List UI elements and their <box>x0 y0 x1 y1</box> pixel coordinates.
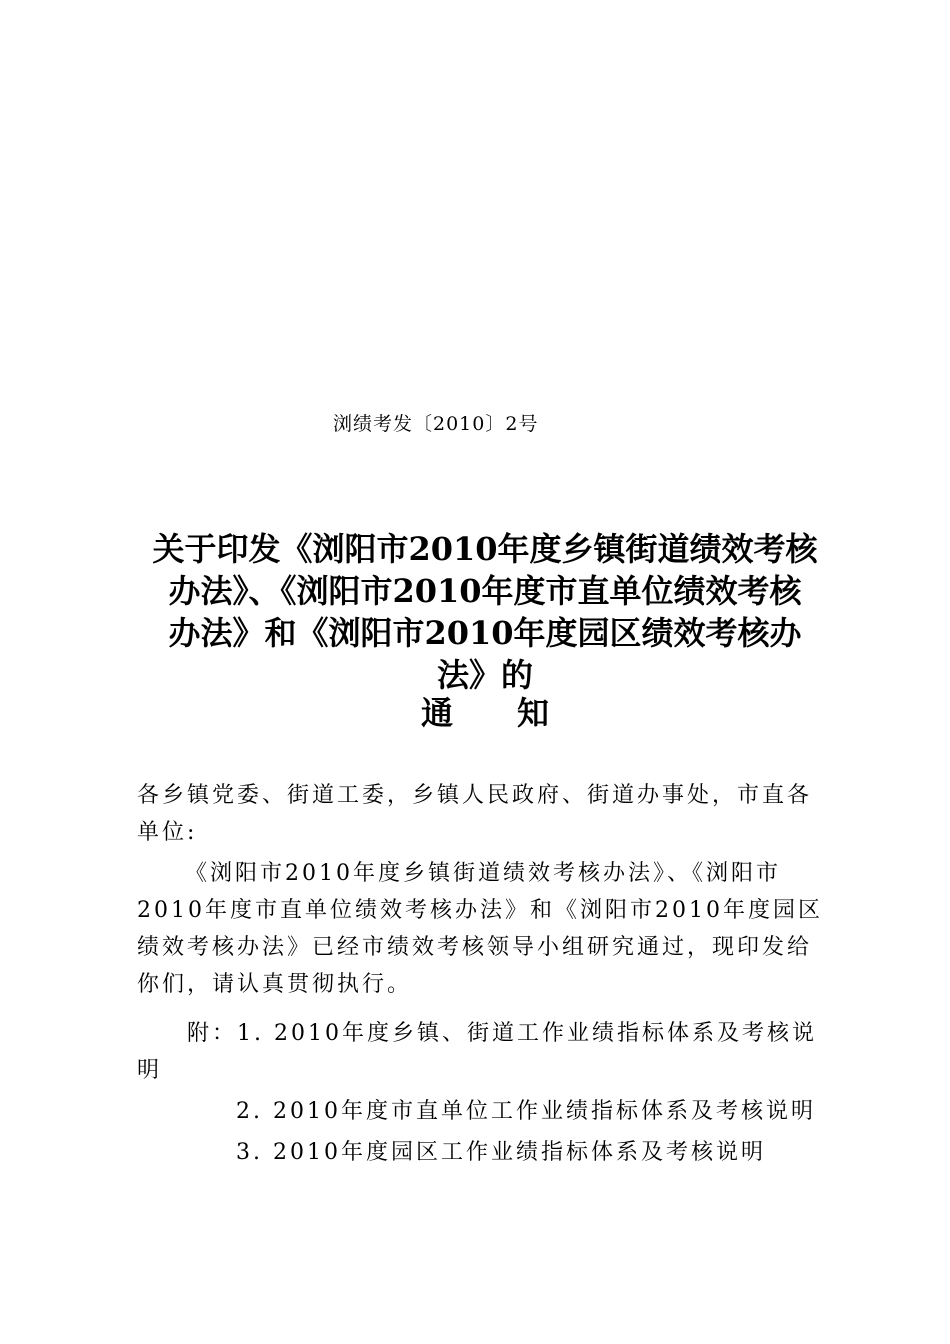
document-title <box>130 528 840 696</box>
title-line: 办法》和《浏阳市2010年度园区绩效考核办 <box>168 614 802 652</box>
attachment-item-1 <box>137 1015 837 1089</box>
addressee <box>137 777 837 851</box>
document-number: 浏绩考发〔2010〕2号 <box>333 413 539 435</box>
addressee-line: 单位: <box>137 820 198 845</box>
attachment-label: 附： <box>187 1021 238 1046</box>
paragraph-line: 2010年度市直单位绩效考核办法》和《浏阳市2010年度园区 <box>137 898 823 923</box>
title-line: 关于印发《浏阳市2010年度乡镇街道绩效考核 <box>152 530 818 568</box>
body-paragraph <box>137 855 837 1003</box>
title-line: 办法》、《浏阳市2010年度市直单位绩效考核 <box>168 572 802 610</box>
notice-heading: 通知 <box>420 694 613 732</box>
addressee-line: 各乡镇党委、街道工委，乡镇人民政府、街道办事处，市直各 <box>137 783 813 808</box>
attachment-item-3: 3. 2010年度园区工作业绩指标体系及考核说明 <box>236 1140 766 1165</box>
attachment-item-2: 2. 2010年度市直单位工作业绩指标体系及考核说明 <box>236 1099 816 1124</box>
attachment-item-1-text: 1. 2010年度乡镇、街道工作业绩指标体系及考核说 <box>237 1021 817 1046</box>
paragraph-line: 绩效考核办法》已经市绩效考核领导小组研究通过，现印发给 <box>137 935 813 960</box>
attachment-item-1-line <box>137 1015 837 1052</box>
paragraph-line: 你们，请认真贯彻执行。 <box>137 972 413 997</box>
attachment-item-1-continuation: 明 <box>137 1058 163 1083</box>
title-line: 法》的 <box>436 656 533 694</box>
paragraph-line: 《浏阳市2010年度乡镇街道绩效考核办法》、《浏阳市 <box>185 861 781 886</box>
